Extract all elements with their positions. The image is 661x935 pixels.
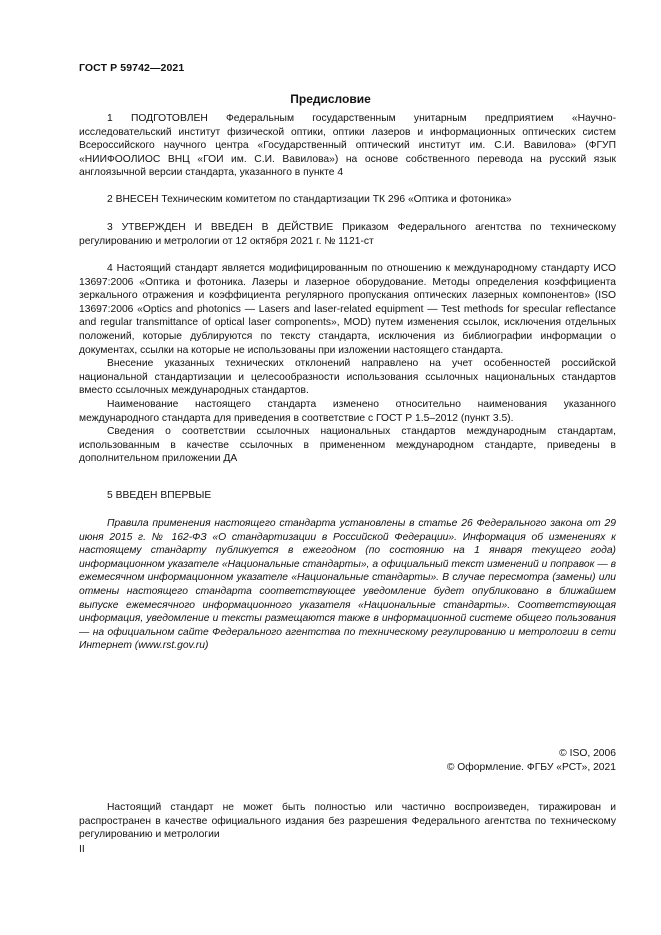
section-5-text: 5 ВВЕДЕН ВПЕРВЫЕ	[107, 490, 212, 501]
section-4	[79, 262, 616, 466]
section-2	[79, 193, 616, 207]
section-1	[79, 112, 616, 180]
section-1-text: 1 ПОДГОТОВЛЕН Федеральным государственным унитарным предприятием «Научно-исследовательский институт физической оптики, оптики лазеров и информационных оптических систем Всероссийского научного центра «Государственный оптический институт им. С.И. Вавилова» (ФГУП «НИИФООЛИОС ВНЦ «ГОИ им. С.И. Вавилова») на основе собственного перевода на русский язык англоязычной версии стандарта, указанного в пункте 4	[79, 113, 616, 179]
rules-note-text: Правила применения настоящего стандарта установлены в статье 26 Федерального закона от 29 июня 2015 г. № 162-ФЗ «О стандартизации в Российской Федерации». Информация об изменениях к настоящему стандарту публикуется в ежегодном (по состоянию на 1 января текущего года) информационном указателе «Национальные стандарты», а официальный текст изменений и поправок — в ежемесячном информационном указателе «Национальные стандарты». В случае пересмотра (замены) или отмены настоящего стандарта соответствующее уведомление будет опубликовано в ближайшем выпуске ежемесячного информационного указателя «Национальные стандарты». Соответствующая информация, уведомление и тексты размещаются также в информационной системе общего пользования — на официальном сайте Федерального агентства по техническому регулированию и метрологии в сети Интернет (www.rst.gov.ru)	[79, 518, 616, 652]
section-4-para-4: Сведения о соответствии ссылочных национальных стандартов международным стандартам, использованным в качестве ссылочных в примененном международном стандарте, приведены в дополнительном приложении ДА	[79, 426, 616, 465]
section-2-text: 2 ВНЕСЕН Техническим комитетом по стандартизации ТК 296 «Оптика и фотоника»	[107, 194, 512, 205]
document-id: ГОСТ Р 59742—2021	[79, 62, 185, 74]
reproduction-notice	[79, 801, 616, 842]
reproduction-notice-text: Настоящий стандарт не может быть полностью или частично воспроизведен, тиражирован и распространен в качестве официального издания без разрешения Федерального агентства по техническому регулированию и метрологии	[79, 802, 616, 841]
section-4-para-1: 4 Настоящий стандарт является модифицированным по отношению к международному стандарту ИСО 13697:2006 «Оптика и фотоника. Лазеры и лазерное оборудование. Методы определения коэффициента зеркального отражения и коэффициента регулярного пропускания оптических лазерных компонентов» (ISO 13697:2006 «Optics and photonics — Lasers and laser-related equipment — Test methods for specular reflectance and regular transmittance of optical laser components», MOD) путем изменения ссылок, исключения отдельных положений, которые дублируются по тексту стандарта, исключения из библиографии информации о документах, ссылки на которые не использованы при изложении настоящего стандарта.	[79, 263, 616, 356]
copyright-block	[447, 747, 616, 775]
section-4-para-2: Внесение указанных технических отклонений направлено на учет особенностей российской национальной стандартизации и целесообразности использования ссылочных национальных стандартов вместо ссылочных международных стандартов.	[79, 358, 616, 397]
section-3	[79, 221, 616, 248]
page-title: Предисловие	[290, 92, 371, 106]
rules-note	[79, 517, 616, 653]
section-4-para-3: Наименование настоящего стандарта изменено относительно наименования указанного международного стандарта для приведения в соответствие с ГОСТ Р 1.5–2012 (пункт 3.5).	[79, 398, 616, 424]
section-3-text: 3 УТВЕРЖДЕН И ВВЕДЕН В ДЕЙСТВИЕ Приказом Федерального агентства по техническому регулированию и метрологии от 12 октября 2021 г. № 1121-ст	[79, 222, 616, 247]
page-number: II	[79, 844, 85, 855]
section-5	[79, 489, 616, 503]
copyright-iso: © ISO, 2006	[559, 748, 616, 759]
copyright-design: © Оформление. ФГБУ «РСТ», 2021	[446, 762, 616, 773]
